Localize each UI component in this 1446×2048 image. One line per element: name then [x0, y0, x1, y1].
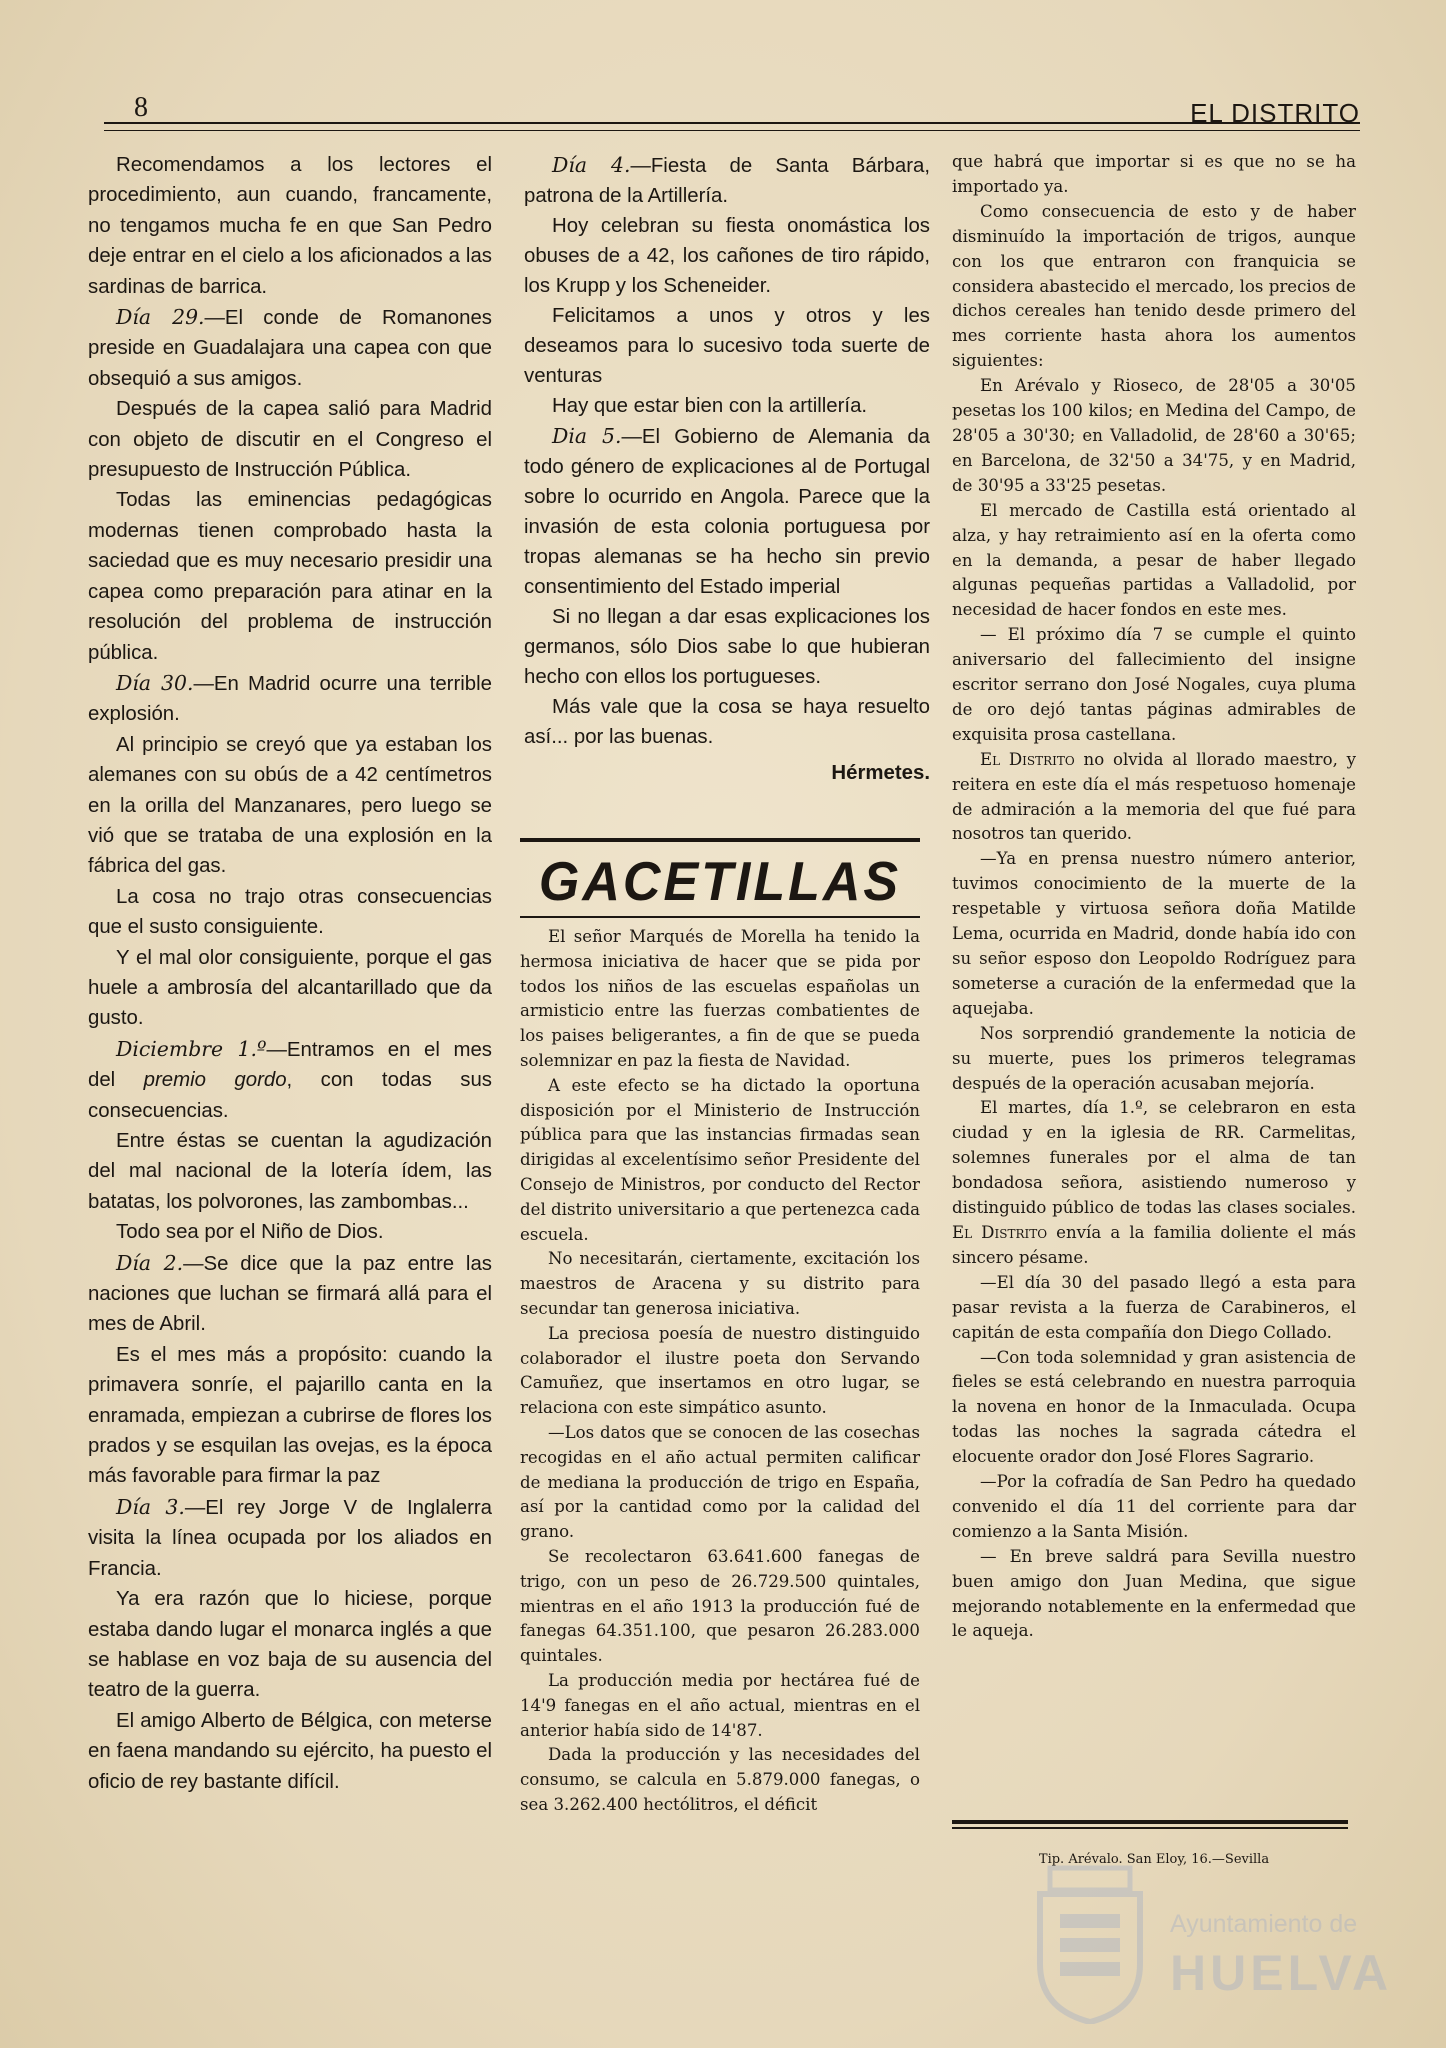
day-heading: Día 2. — [116, 1250, 184, 1275]
paragraph: No necesitarán, ciertamente, excitación los maestros de Aracena y su distrito para secundar tan generosa iniciativa. — [520, 1249, 920, 1318]
paragraph-text: no olvida al llorado maestro, y reitera en este día el más respetuoso homenaje de admiración a la memoria del que fué para nosotros tan querido. — [952, 749, 1356, 844]
paragraph: Es el mes más a propósito: cuando la primavera sonríe, el pajarillo canta en la enramada, empiezan a cubrirse de flores los prados y se esquilan las ovejas, es la época más favorable para firmar la paz — [88, 1343, 492, 1488]
paragraph — [524, 421, 930, 602]
paragraph: El mercado de Castilla está orientado al alza, y hay retraimiento así en la oferta como en la demanda, a pesar de haber llegado algunas pequeñas partidas a Valladolid, por necesidad de hacer fondos en este mes. — [952, 500, 1356, 620]
day-heading: Día 30. — [116, 670, 194, 695]
gacetillas-text — [520, 925, 920, 1818]
paragraph: La cosa no trajo otras consecuencias que el susto consiguiente. — [88, 885, 492, 939]
newspaper-name: El Distrito — [952, 1222, 1048, 1242]
paragraph: — En breve saldrá para Sevilla nuestro buen amigo don Juan Medina, que sigue mejorando notablemente en la enfermedad que le aqueja. — [952, 1546, 1356, 1641]
header-rule — [104, 122, 1360, 131]
paragraph: La producción media por hectárea fué de 14'9 fanegas en el año actual, mientras en el anterior había sido de 14'87. — [520, 1670, 920, 1740]
column-2 — [524, 150, 930, 788]
day-heading: Día 29. — [116, 305, 205, 330]
paragraph-text: —El rey Jorge V de Inglalerra visita la línea ocupada por los aliados en Francia. — [88, 1496, 492, 1580]
section-title: GACETILLAS — [538, 851, 902, 913]
column-1 — [88, 150, 492, 1797]
paragraph — [524, 150, 930, 211]
paragraph: La preciosa poesía de nuestro distinguido colaborador el ilustre poeta don Servando Camuñez, que insertamos en otro lugar, se relaciona con este simpático asunto. — [520, 1323, 920, 1418]
paragraph: Felicitamos a unos y otros y les deseamos para lo sucesivo toda suerte de venturas — [524, 305, 930, 387]
paragraph-text: El martes, día 1.º, se celebraron en esta ciudad y en la iglesia de RR. Carmelitas, solemnes funerales por el alma de tan bondadosa señora, asistiendo numeroso y distinguido público de todas las clases sociales. — [952, 1098, 1356, 1218]
paragraph: Recomendamos a los lectores el procedimiento, aun cuando, francamente, no tengamos mucha fe en que San Pedro deje entrar en el cielo a los aficionados a las sardinas de barrica. — [88, 154, 492, 298]
end-rule — [952, 1820, 1348, 1824]
watermark-line2: HUELVA — [1170, 1945, 1393, 2001]
section-rule-bottom — [520, 916, 920, 918]
paragraph: Si no llegan a dar esas explicaciones los germanos, sólo Dios sabe lo que hubieran hecho con ellos los portugueses. — [524, 606, 930, 688]
paragraph: Como consecuencia de esto y de haber disminuído la importación de trigos, aunque con los que entraron con franquicia se considera abastecido el mercado, los precios de dichos cereales han tenido desde primero del mes corriente hasta ahora los aumentos siguientes: — [952, 201, 1356, 371]
paragraph — [88, 1492, 492, 1584]
paragraph-text: —Entramos en el mes del — [88, 1038, 493, 1092]
paragraph-text: —Fiesta de Santa Bárbara, patrona de la Artillería. — [524, 155, 930, 207]
page-number: 8 — [134, 92, 148, 123]
emphasis: premio gordo — [143, 1069, 287, 1092]
day-heading: Día 4. — [552, 153, 631, 177]
paragraph — [952, 1096, 1356, 1270]
paragraph: Después de la capea salió para Madrid con objeto de discutir en el Congreso el presupuesto de Instrucción Pública. — [88, 398, 492, 482]
day-heading: Dia 5. — [552, 424, 622, 448]
paragraph-text: —En Madrid ocurre una terrible explosión. — [88, 672, 493, 726]
paragraph: Todas las eminencias pedagógicas modernas tienen comprobado hasta la saciedad que es muy necesario presidir una capea como preparación para atinar en la resolución del problema de instrucción pública. — [88, 489, 492, 664]
end-rule-thin — [952, 1827, 1348, 1829]
paragraph: —Los datos que se conocen de las cosechas recogidas en el año actual permiten calificar de mediana la producción de trigo en España, así por la cantidad como por la calidad del grano. — [520, 1422, 920, 1542]
printer-imprint: Tip. Arévalo. San Eloy, 16.—Sevilla — [1038, 1852, 1270, 1867]
paragraph-text: , con todas sus consecuencias. — [88, 1069, 492, 1122]
paragraph-text: envía a la familia doliente el más sincero pésame. — [952, 1222, 1356, 1267]
paragraph: A este efecto se ha dictado la oportuna disposición por el Ministerio de Instrucción pública para que las instancias firmadas sean dirigidas al excelentísimo señor Presidente del Consejo de Ministros, por conducto del Rector del distrito universitario a que pertenezca cada escuela. — [520, 1075, 920, 1244]
paragraph: Ya era razón que lo hiciese, porque estaba dando lugar el monarca inglés a que se hablase en voz baja de su ausencia del teatro de la guerra. — [88, 1588, 492, 1702]
signature: Hérmetes. — [831, 762, 930, 784]
coat-of-arms-icon — [1030, 1864, 1150, 2024]
paragraph: Y el mal olor consiguiente, porque el gas huele a ambrosía del alcantarillado que da gusto. — [88, 946, 492, 1030]
paragraph: Hay que estar bien con la artillería. — [552, 395, 868, 417]
paragraph: —Por la cofradía de San Pedro ha quedado convenido el día 11 del corriente para dar comienzo a la Santa Misión. — [952, 1472, 1356, 1541]
paragraph: El señor Marqués de Morella ha tenido la hermosa iniciativa de hacer que se pida por todos los niños de las escuelas españolas un armisticio entre las fuerzas combatientes de los paises beligerantes, a fin de que se pueda solemnizar en paz la fiesta de Navidad. — [520, 927, 920, 1070]
paragraph: Más vale que la cosa se haya resuelto así... por las buenas. — [524, 696, 930, 748]
paragraph: Dada la producción y las necesidades del consumo, se calcula en 5.879.000 fanegas, o sea 3.262.400 hectólitros, el déficit — [520, 1745, 920, 1814]
newspaper-name: El Distrito — [980, 749, 1075, 769]
paragraph: —El día 30 del pasado llegó a esta para pasar revista a la fuerza de Carabineros, el capitán de esta compañía don Diego Collado. — [952, 1272, 1356, 1342]
paragraph — [88, 668, 492, 730]
paragraph-text: —Se dice que la paz entre las naciones que luchan se firmará allá para el mes de Abril. — [88, 1252, 492, 1336]
paragraph: —Con toda solemnidad y gran asistencia de fieles se está celebrando en nuestra parroquia la novena en honor de la Inmaculada. Ocupa todas las noches la sagrada cátedra el elocuente orador don José Flores Sagrario. — [952, 1347, 1356, 1467]
paragraph: El amigo Alberto de Bélgica, con meterse en faena mandando su ejército, ha puesto el oficio de rey bastante difícil. — [88, 1709, 492, 1793]
watermark — [1030, 1860, 1393, 2030]
watermark-line1: Ayuntamiento de — [1170, 1910, 1358, 1938]
paragraph-text: —El conde de Romanones preside en Guadalajara una capea con que obsequió a sus amigos. — [88, 307, 493, 390]
paragraph: Se recolectaron 63.641.600 fanegas de trigo, con un peso de 26.729.500 quintales, mientras en el año 1913 la producción fué de fanegas 64.351.100, que pesaron 26.283.000 quintales. — [520, 1546, 920, 1666]
paragraph: Hoy celebran su fiesta onomástica los obuses de a 42, los cañones de tiro rápido, los Krupp y los Scheneider. — [524, 215, 930, 297]
paragraph — [952, 748, 1356, 848]
paragraph — [88, 1034, 492, 1126]
column-3 — [952, 150, 1356, 1644]
paragraph: —Ya en prensa nuestro número anterior, tuvimos conocimiento de la muerte de la respetable y virtuosa señora doña Matilde Lema, ocurrida en Madrid, donde había ido con su señor esposo don Leopoldo Rodríguez para someterse a curación de la enfermedad que la aquejaba. — [952, 849, 1356, 1018]
paragraph: Al principio se creyó que ya estaban los alemanes con su obús de a 42 centímetros en la orilla del Manzanares, pero luego se vió que se trataba de una explosión en la fábrica del gas. — [88, 733, 492, 878]
paragraph: Todo sea por el Niño de Dios. — [116, 1221, 384, 1244]
paragraph: — El próximo día 7 se cumple el quinto aniversario del fallecimiento del insigne escritor serrano don José Nogales, cuya pluma de oro dejó tantas páginas admirables de exquisita prosa castellana. — [952, 625, 1356, 744]
masthead: EL DISTRITO — [1190, 98, 1360, 128]
section-rule-top — [520, 838, 920, 842]
paragraph: En Arévalo y Rioseco, de 28'05 a 30'05 pesetas los 100 kilos; en Medina del Campo, de 28'05 a 30'30; en Valladolid, de 28'60 a 30'65; en Barcelona, de 32'50 a 34'75, y en Madrid, de 30'95 a 33'25 pesetas. — [952, 376, 1356, 495]
day-heading: Día 3. — [116, 1494, 185, 1519]
day-heading: Diciembre 1.º — [116, 1036, 267, 1061]
paragraph — [88, 1248, 492, 1340]
paragraph: que habrá que importar si es que no se ha importado ya. — [952, 152, 1356, 196]
paragraph — [88, 302, 492, 394]
paragraph: Nos sorprendió grandemente la noticia de su muerte, pues los primeros telegramas después de la operación acusaban mejoría. — [952, 1023, 1356, 1093]
paragraph-text: —El Gobierno de Alemania da todo género de explicaciones al de Portugal sobre lo ocurrido en Angola. Parece que la invasión de esta colonia portuguesa por tropas alemanas se ha hecho sin previo consentimiento del Estado imperial — [524, 426, 930, 598]
paragraph: Entre éstas se cuentan la agudización del mal nacional de la lotería ídem, las batatas, los polvorones, las zambombas... — [88, 1130, 492, 1213]
